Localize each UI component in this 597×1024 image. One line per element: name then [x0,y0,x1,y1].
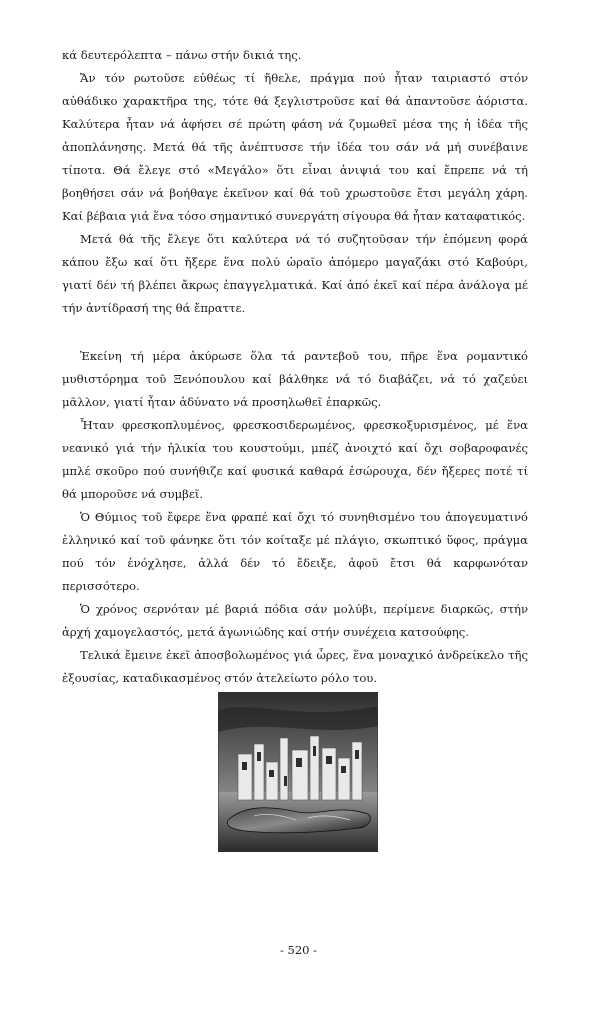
paragraph: Ὁ Θύμιος τοῦ ἔφερε ἕνα φραπέ καί ὄχι τό συνηθισμένο του ἀπογευματινό ἑλληνικό καί τοῦ φάνηκε ὅτι τόν κοίταξε μέ πλάγιο, σκωπτικό ὕφος, πράγμα πού τόν ἐνόχλησε, ἀλλά δέν τό ἔδειξε, ἀφοῦ ἔτσι θά καρφωνόταν περισσότερο. [62,510,528,593]
surreal-architecture-illustration [218,692,378,852]
paragraph: Ὁ χρόνος σερνόταν μέ βαριά πόδια σάν μολύβι, περίμενε διαρκῶς, στήν ἀρχή χαμογελαστός, μετά ἀγωνιώδης καί στήν συνέχεια κατσούφης. [62,602,528,639]
body-text [62,44,528,690]
paragraph: κά δευτερόλεπτα – πάνω στήν δικιά της. [62,48,302,62]
paragraph: Τελικά ἔμεινε ἐκεῖ ἀποσβολωμένος γιά ὧρες, ἕνα μοναχικό ἀνδρείκελο τῆς ἐξουσίας, καταδικασμένος στόν ἀτελείωτο ρόλο του. [62,648,528,685]
paragraph: Μετά θά τῆς ἔλεγε ὅτι καλύτερα νά τό συζητοῦσαν τήν ἑπόμενη φορά κάπου ἔξω καί ὅτι ἤξερε ἕνα πολύ ὡραῖο ἀπόμερο μαγαζάκι στό Καβούρι, γιατί δέν τή βλέπει ἄκρως ἐπαγγελματικά. Καί ἀπό ἐκεῖ καί πέρα ἀνάλογα μέ τήν ἀντίδρασή της θά ἔπραττε. [62,232,528,315]
paragraph: Ἐκείνη τή μέρα ἀκύρωσε ὅλα τά ραντεβοῦ του, πῆρε ἕνα ρομαντικό μυθιστόρημα τοῦ Ξενόπουλου καί βάλθηκε νά τό διαβάζει, νά τό χαζεύει μᾶλλον, γιατί ἦταν ἀδύνατο νά προσηλωθεῖ ἐπαρκῶς. [62,349,528,409]
page-number: - 520 - [279,943,318,957]
paragraph: Ἦταν φρεσκοπλυμένος, φρεσκοσιδερωμένος, φρεσκοξυρισμένος, μέ ἕνα νεανικό γιά τήν ἡλικία του κουστούμι, μπέζ ἀνοιχτό καί ὄχι σοβαροφανές μπλέ σκοῦρο πού συνήθιζε καί φυσικά καθαρά ἐσώρουχα, δέν ἤξερες ποτέ τί θά μποροῦσε νά συμβεῖ. [62,418,528,501]
paragraph: Ἄν τόν ρωτοῦσε εὐθέως τί ἤθελε, πράγμα πού ἦταν ταιριαστό στόν αὐθάδικο χαρακτῆρα της, τότε θά ξεγλιστροῦσε καί θά ἀπαντοῦσε ἀόριστα. Καλύτερα ἦταν νά ἀφήσει σέ πρώτη φάση νά ζυμωθεῖ μέσα της ἡ ἰδέα τῆς ἀποπλάνησης. Μετά θά τῆς ἀνέπτυσσε τήν ἰδέα του σάν νά μή συνέβαινε τίποτα. Θά ἔλεγε στό «Μεγάλο» ὅτι εἶναι ἀνιψιά του καί ἔπρεπε νά τή βοηθήσει σάν νά βοήθαγε ἐκεῖνον καί θά τοῦ χρωστοῦσε ἔτσι μεγάλη χάρη. Καί βέβαια γιά ἕνα τόσο σημαντικό συνεργάτη σίγουρα θά ἦταν καταφατικός. [62,71,528,223]
